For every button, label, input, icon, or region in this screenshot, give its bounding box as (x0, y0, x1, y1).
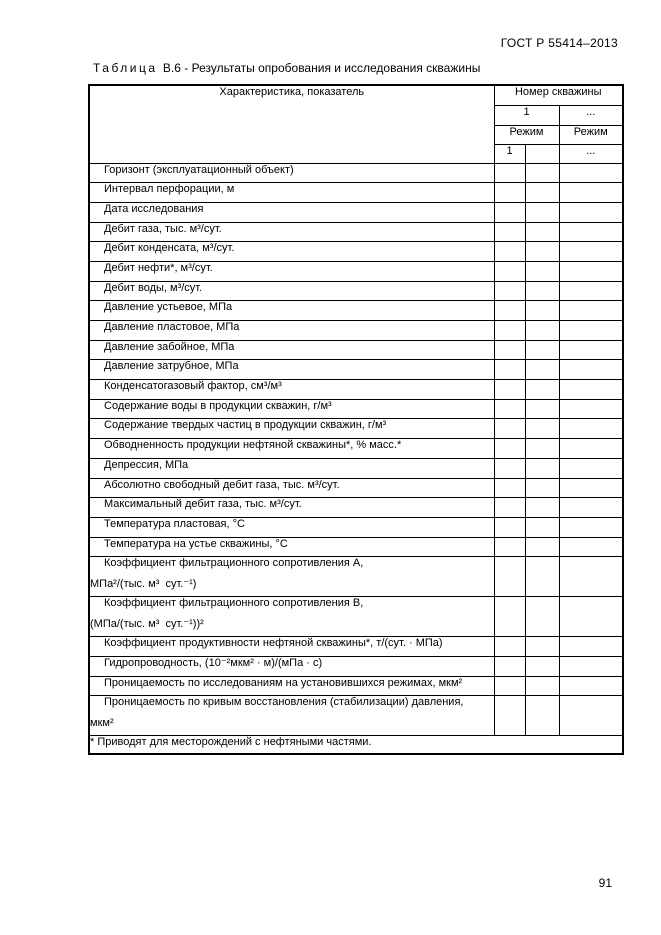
row-label-cell (89, 360, 494, 380)
row-label: Интервал перфорации, м (104, 183, 235, 196)
row-label: Содержание воды в продукции скважин, г/м³ (104, 399, 332, 412)
value-cell-2 (525, 419, 559, 439)
row-label-cell (89, 557, 494, 597)
value-cell-3 (559, 676, 623, 696)
table-header (89, 85, 623, 163)
row-label-cell (89, 281, 494, 301)
doc-number: ГОСТ Р 55414–2013 (500, 36, 618, 50)
header-well-1: 1 (494, 105, 559, 125)
row-label: Содержание твердых частиц в продукции скважин, г/м³ (104, 419, 387, 432)
row-label-line2: мкм² (90, 717, 114, 730)
row-label: Давление затрубное, МПа (104, 360, 239, 373)
value-cell-2 (525, 537, 559, 557)
row-label: Абсолютно свободный дебит газа, тыс. м³/сут. (104, 478, 340, 491)
row-label-cell (89, 163, 494, 183)
table-row (89, 202, 623, 222)
value-cell-1 (494, 321, 525, 341)
header-characteristic: Характеристика, показатель (89, 85, 494, 163)
table-row (89, 676, 623, 696)
table-row (89, 537, 623, 557)
value-cell-1 (494, 439, 525, 459)
row-label: Дебит конденсата, м³/сут. (104, 242, 235, 255)
row-label-cell (89, 517, 494, 537)
value-cell-1 (494, 183, 525, 203)
table-row (89, 242, 623, 262)
table-row (89, 696, 623, 736)
row-label-cell (89, 656, 494, 676)
value-cell-2 (525, 696, 559, 736)
value-cell-2 (525, 498, 559, 518)
value-cell-2 (525, 517, 559, 537)
value-cell-3 (559, 380, 623, 400)
value-cell-3 (559, 222, 623, 242)
value-cell-3 (559, 597, 623, 637)
table-footer (89, 736, 623, 754)
row-label-cell (89, 399, 494, 419)
row-label-cell (89, 458, 494, 478)
table-row (89, 478, 623, 498)
row-label: Давление устьевое, МПа (104, 301, 233, 314)
value-cell-1 (494, 301, 525, 321)
table-row (89, 183, 623, 203)
row-label: Максимальный дебит газа, тыс. м³/сут. (104, 498, 302, 511)
value-cell-3 (559, 458, 623, 478)
table-caption-text: - Результаты опробования и исследования скважины (184, 61, 481, 75)
value-cell-1 (494, 478, 525, 498)
row-label: Проницаемость по кривым восстановления (стабилизации) давления, (104, 696, 464, 709)
table-row (89, 321, 623, 341)
value-cell-2 (525, 439, 559, 459)
value-cell-3 (559, 281, 623, 301)
value-cell-1 (494, 696, 525, 736)
value-cell-2 (525, 360, 559, 380)
header-mode-1: Режим (494, 125, 559, 144)
table-row (89, 340, 623, 360)
value-cell-2 (525, 301, 559, 321)
value-cell-3 (559, 537, 623, 557)
table-row (89, 380, 623, 400)
value-cell-3 (559, 517, 623, 537)
header-sub-more: ... (559, 144, 623, 163)
value-cell-2 (525, 380, 559, 400)
row-label-cell (89, 597, 494, 637)
table-row (89, 458, 623, 478)
row-label: Давление забойное, МПа (104, 340, 235, 353)
value-cell-3 (559, 696, 623, 736)
value-cell-1 (494, 399, 525, 419)
table-row (89, 557, 623, 597)
row-label: Конденсатогазовый фактор, см³/м³ (104, 380, 282, 393)
value-cell-3 (559, 261, 623, 281)
value-cell-2 (525, 656, 559, 676)
value-cell-3 (559, 478, 623, 498)
row-label-cell (89, 242, 494, 262)
header-row-1 (89, 85, 623, 105)
header-well-number-group: Номер скважины (494, 85, 623, 105)
row-label-cell (89, 183, 494, 203)
value-cell-1 (494, 517, 525, 537)
value-cell-2 (525, 478, 559, 498)
table-row (89, 360, 623, 380)
value-cell-2 (525, 676, 559, 696)
row-label-cell (89, 222, 494, 242)
table-row (89, 656, 623, 676)
header-sub-2 (525, 144, 559, 163)
value-cell-3 (559, 498, 623, 518)
footnote-text: * Приводят для месторождений с нефтяными частями. (89, 736, 623, 754)
value-cell-3 (559, 360, 623, 380)
table-row (89, 281, 623, 301)
row-label-cell (89, 478, 494, 498)
value-cell-1 (494, 637, 525, 657)
value-cell-2 (525, 281, 559, 301)
row-label-cell (89, 696, 494, 736)
value-cell-3 (559, 656, 623, 676)
value-cell-1 (494, 458, 525, 478)
row-label: Коэффициент продуктивности нефтяной скважины*, т/(сут. · МПа) (104, 637, 443, 650)
value-cell-2 (525, 261, 559, 281)
value-cell-1 (494, 557, 525, 597)
header-sub-1: 1 (494, 144, 525, 163)
value-cell-1 (494, 419, 525, 439)
row-label: Давление пластовое, МПа (104, 321, 240, 333)
value-cell-1 (494, 202, 525, 222)
value-cell-1 (494, 340, 525, 360)
table-caption-word: Таблица (93, 61, 158, 75)
value-cell-3 (559, 557, 623, 597)
table-row (89, 301, 623, 321)
row-label: Дебит газа, тыс. м³/сут. (104, 222, 222, 235)
row-label: Дата исследования (104, 202, 204, 215)
value-cell-2 (525, 557, 559, 597)
row-label-cell (89, 301, 494, 321)
row-label-cell (89, 637, 494, 657)
value-cell-3 (559, 340, 623, 360)
row-label-cell (89, 537, 494, 557)
value-cell-2 (525, 458, 559, 478)
value-cell-3 (559, 301, 623, 321)
row-label-cell (89, 340, 494, 360)
row-label: Температура пластовая, °С (104, 517, 245, 530)
value-cell-1 (494, 380, 525, 400)
row-label: Коэффициент фильтрационного сопротивления В, (104, 597, 364, 610)
value-cell-1 (494, 597, 525, 637)
row-label: Дебит воды, м³/сут. (104, 281, 203, 294)
row-label: Депрессия, МПа (104, 458, 189, 471)
row-label: Дебит нефти*, м³/сут. (104, 261, 213, 274)
value-cell-3 (559, 399, 623, 419)
value-cell-1 (494, 676, 525, 696)
table-row (89, 222, 623, 242)
table-row (89, 498, 623, 518)
value-cell-2 (525, 340, 559, 360)
table-row (89, 439, 623, 459)
header-well-more: ... (559, 105, 623, 125)
table-caption (93, 61, 480, 75)
row-label-line2: (МПа/(тыс. м³ сут.⁻¹))² (90, 618, 204, 631)
value-cell-3 (559, 183, 623, 203)
value-cell-2 (525, 597, 559, 637)
row-label: Температура на устье скважины, °С (104, 537, 288, 550)
row-label: Горизонт (эксплуатационный объект) (104, 163, 294, 176)
value-cell-2 (525, 183, 559, 203)
value-cell-2 (525, 321, 559, 341)
value-cell-1 (494, 222, 525, 242)
value-cell-3 (559, 202, 623, 222)
row-label-cell (89, 380, 494, 400)
value-cell-1 (494, 537, 525, 557)
page-number: 91 (598, 876, 612, 890)
value-cell-1 (494, 656, 525, 676)
row-label-cell (89, 202, 494, 222)
row-label-cell (89, 498, 494, 518)
row-label: Гидропроводность, (10⁻²мкм² · м)/(мПа · с) (104, 656, 323, 669)
row-label: Обводненность продукции нефтяной скважины*, % масс.* (104, 439, 402, 452)
results-table (88, 84, 624, 755)
value-cell-2 (525, 399, 559, 419)
footnote-row (89, 736, 623, 754)
table-row (89, 261, 623, 281)
value-cell-1 (494, 498, 525, 518)
value-cell-1 (494, 261, 525, 281)
row-label-cell (89, 419, 494, 439)
table-row (89, 637, 623, 657)
value-cell-3 (559, 637, 623, 657)
row-label-cell (89, 321, 494, 341)
table-body (89, 163, 623, 736)
value-cell-1 (494, 242, 525, 262)
row-label-line2: МПа²/(тыс. м³ сут.⁻¹) (90, 578, 197, 591)
row-label-cell (89, 261, 494, 281)
value-cell-2 (525, 637, 559, 657)
row-label-cell (89, 676, 494, 696)
value-cell-2 (525, 222, 559, 242)
table-row (89, 517, 623, 537)
row-label-cell (89, 439, 494, 459)
header-mode-more: Режим (559, 125, 623, 144)
table-caption-ref: В.6 (162, 61, 181, 75)
table-row (89, 399, 623, 419)
table-row (89, 419, 623, 439)
table-row (89, 163, 623, 183)
row-label: Коэффициент фильтрационного сопротивления А, (104, 557, 364, 570)
value-cell-1 (494, 281, 525, 301)
value-cell-3 (559, 419, 623, 439)
value-cell-1 (494, 163, 525, 183)
value-cell-1 (494, 360, 525, 380)
row-label: Проницаемость по исследованиям на установившихся режимах, мкм² (104, 676, 463, 689)
value-cell-3 (559, 321, 623, 341)
table-row (89, 597, 623, 637)
value-cell-2 (525, 242, 559, 262)
value-cell-3 (559, 439, 623, 459)
value-cell-2 (525, 163, 559, 183)
value-cell-3 (559, 242, 623, 262)
value-cell-2 (525, 202, 559, 222)
value-cell-3 (559, 163, 623, 183)
